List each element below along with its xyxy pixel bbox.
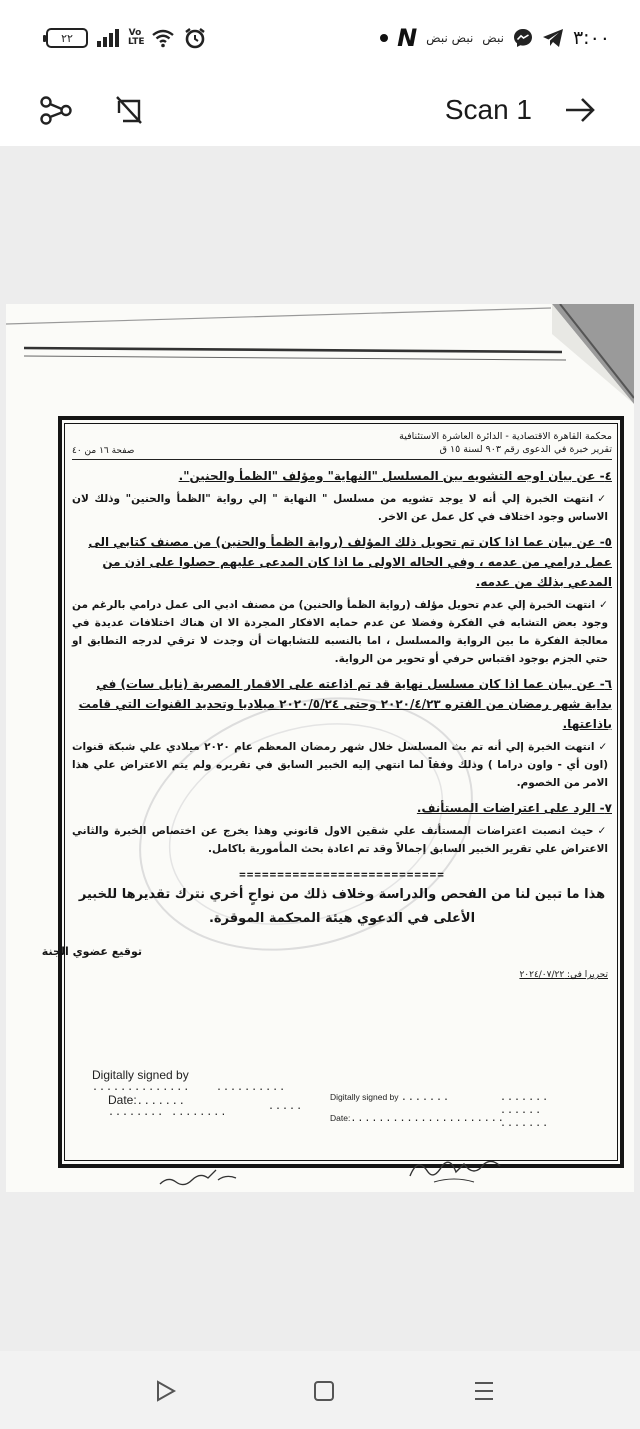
signal-strength-icon (97, 29, 119, 47)
scanned-document-page (6, 304, 634, 1192)
check-mark-icon: ✓ (599, 599, 608, 611)
n-app-icon: N (397, 24, 418, 52)
wifi-icon (151, 28, 175, 48)
share-button[interactable] (32, 84, 80, 136)
digital-signature-1 (92, 1068, 227, 1118)
signature-2-dots-2: ..... (268, 1101, 304, 1112)
section-5-text: ✓انتهت الخبرة إلي عدم تحويل مؤلف (رواية الظمأ والحنين) من مصنف ادبي الى عمل درامي بالرغم من وجود بعض التشابه في الفكرة وفضلا عن عدم حمايه الافكار المجردة الا ان هناك اختلافات عديدة في معالجة الفكرة ما بين الرواية والمسلسل ، اما بالنسبه للتشابهات أن وجدت لا ترقي لدرجه التطابق او حتي الجزم بوجود اقتباس حرفي أو تحوير من الرواية. (72, 599, 608, 665)
digital-signature-2 (216, 1082, 303, 1112)
share-icon (39, 93, 73, 127)
signature-2-dots-1: .......... (216, 1082, 287, 1093)
back-button[interactable] (144, 1373, 188, 1409)
signature-3-date-label: Date: (330, 1113, 351, 1123)
notification-text-1: نبض (482, 31, 504, 45)
home-square-icon (312, 1379, 336, 1403)
signature-4-dots-2: ...... (500, 1105, 543, 1116)
signature-3-date-dots: ...................... (350, 1113, 505, 1124)
status-time: ٣:٠٠ (572, 27, 610, 49)
status-left-group (46, 26, 206, 50)
check-mark-icon: ✓ (597, 493, 608, 505)
handwritten-signature-right (404, 1152, 504, 1186)
alarm-icon (184, 27, 206, 49)
page-title: Scan 1 (444, 94, 532, 125)
committee-signature-label: توقيع عضوي الجنة (41, 945, 142, 958)
document-content (41, 430, 612, 980)
signature-1-dots: .............. (92, 1082, 191, 1093)
section-6-text: ✓انتهت الخبرة إلي أنه تم بث المسلسل خلال شهر رمضان المعظم عام ٢٠٢٠ ميلادي علي شبكة قنوات (اون أي - واون دراما ) وذلك وفقاً لما انتهي إليه الخبير السابق في تقريره ولم يتم الاعتراض علي هذا الامر من الخصوم. (72, 741, 608, 789)
status-bar (0, 0, 640, 74)
signature-1-extra-dots: ........ ........ (108, 1107, 228, 1118)
notification-text-2: نبض نبض (426, 31, 474, 45)
system-navigation-bar (0, 1351, 640, 1429)
signature-3-label: Digitally signed by (330, 1092, 399, 1102)
doc-header-row (72, 443, 612, 460)
page-fold-corner (552, 304, 634, 404)
section-6-heading: ٦- عن بيان عما اذا كان مسلسل نهاية قد تم اذاعته على الاقمار المصرية (نايل سات) في بداية شهر رمضان من الفتره ٢٠٢٠/٤/٢٣ وحتى ٢٠٢٠/٥/٢٤ ميلاديا وتحديد القنوات التي قامت باذاعتها. (78, 677, 612, 731)
section-5-heading: ٥- عن بيان عما اذا كان تم تحويل ذلك المؤلف (رواية الظمأ والحنين) من مصنف كتابي الى عمل درامي من عدمه ، وفي الحاله الاولى ما اذا كان المدعى عليهم حصلوا على اذن من المدعي بذلك من عدمه. (88, 535, 612, 589)
messenger-icon (513, 28, 533, 48)
section-7-text: ✓حيث انصبت اعتراضات المستأنف علي شقين الاول قانوني وهذا يخرج عن اختصاص الخبرة والثاني الاعتراض علي تقرير الخبير السابق إجمالاً وقد تم اعادة بحث المأمورية باكامل. (72, 825, 608, 855)
app-bar (0, 74, 640, 146)
doc-page-number: صفحة ١٦ من ٤٠ (72, 446, 135, 456)
home-button[interactable] (302, 1373, 346, 1409)
section-4-text: ✓انتهت الخبرة إلي أنه لا يوجد تشويه من مسلسل " النهاية " إلي رواية "الظمأ والحنين" وذلك لان الاساس وجود اختلاف في كل عمل عن الاخر. (72, 493, 608, 523)
signature-1-date-dots: ....... (136, 1096, 186, 1107)
notification-dot-icon (380, 34, 388, 42)
conclusion-text: هذا ما تبين لنا من الفحص والدراسة وخلاف ذلك من نواحٍ أخري نترك تقديرها للخبير الأعلى في الدعوي هيئة المحكمة الموقرة. (78, 887, 606, 926)
crop-icon (113, 93, 147, 127)
check-mark-icon: ✓ (598, 741, 608, 753)
status-right-group (380, 24, 610, 52)
volte-label: Vo LTE (128, 28, 145, 47)
doc-header-court: محكمة القاهرة الاقتصادية - الدائرة العاشرة الاستئنافية (399, 431, 612, 442)
check-mark-icon: ✓ (597, 825, 608, 837)
back-triangle-icon (154, 1379, 178, 1403)
crop-button[interactable] (106, 84, 154, 136)
arrow-right-icon (563, 95, 597, 125)
report-date: تحريرا في: ٢٠٢٤/٠٧/٢٢ (519, 970, 608, 980)
handwritten-signature-left (156, 1162, 246, 1192)
battery-icon (46, 28, 88, 48)
signature-4-dots-3: ....... (500, 1118, 550, 1129)
separator-line: =========================== (239, 868, 445, 881)
signature-1-label: Digitally signed by (92, 1068, 189, 1082)
telegram-icon (542, 28, 564, 48)
recents-lines-icon (472, 1379, 496, 1403)
signature-3-dots: ....... (400, 1092, 451, 1103)
next-button[interactable] (556, 84, 604, 136)
signature-1-date-label: Date: (108, 1093, 137, 1107)
battery-level: ٢٢ (61, 31, 73, 45)
section-4-heading: ٤- عن بيان اوجه التشويه بين المسلسل "النهاية" ومؤلف "الظمأ والحنين". (178, 469, 612, 483)
section-7-heading: ٧- الرد على اعتراضات المستأنف. (416, 801, 612, 815)
signature-4-dots-1: ....... (500, 1092, 550, 1103)
digital-signature-3 (330, 1092, 505, 1124)
recents-button[interactable] (462, 1373, 506, 1409)
digital-signature-4 (500, 1092, 549, 1129)
doc-header-case: تقرير خبرة في الدعوى رقم ٩٠٣ لسنة ١٥ ق (439, 444, 612, 455)
